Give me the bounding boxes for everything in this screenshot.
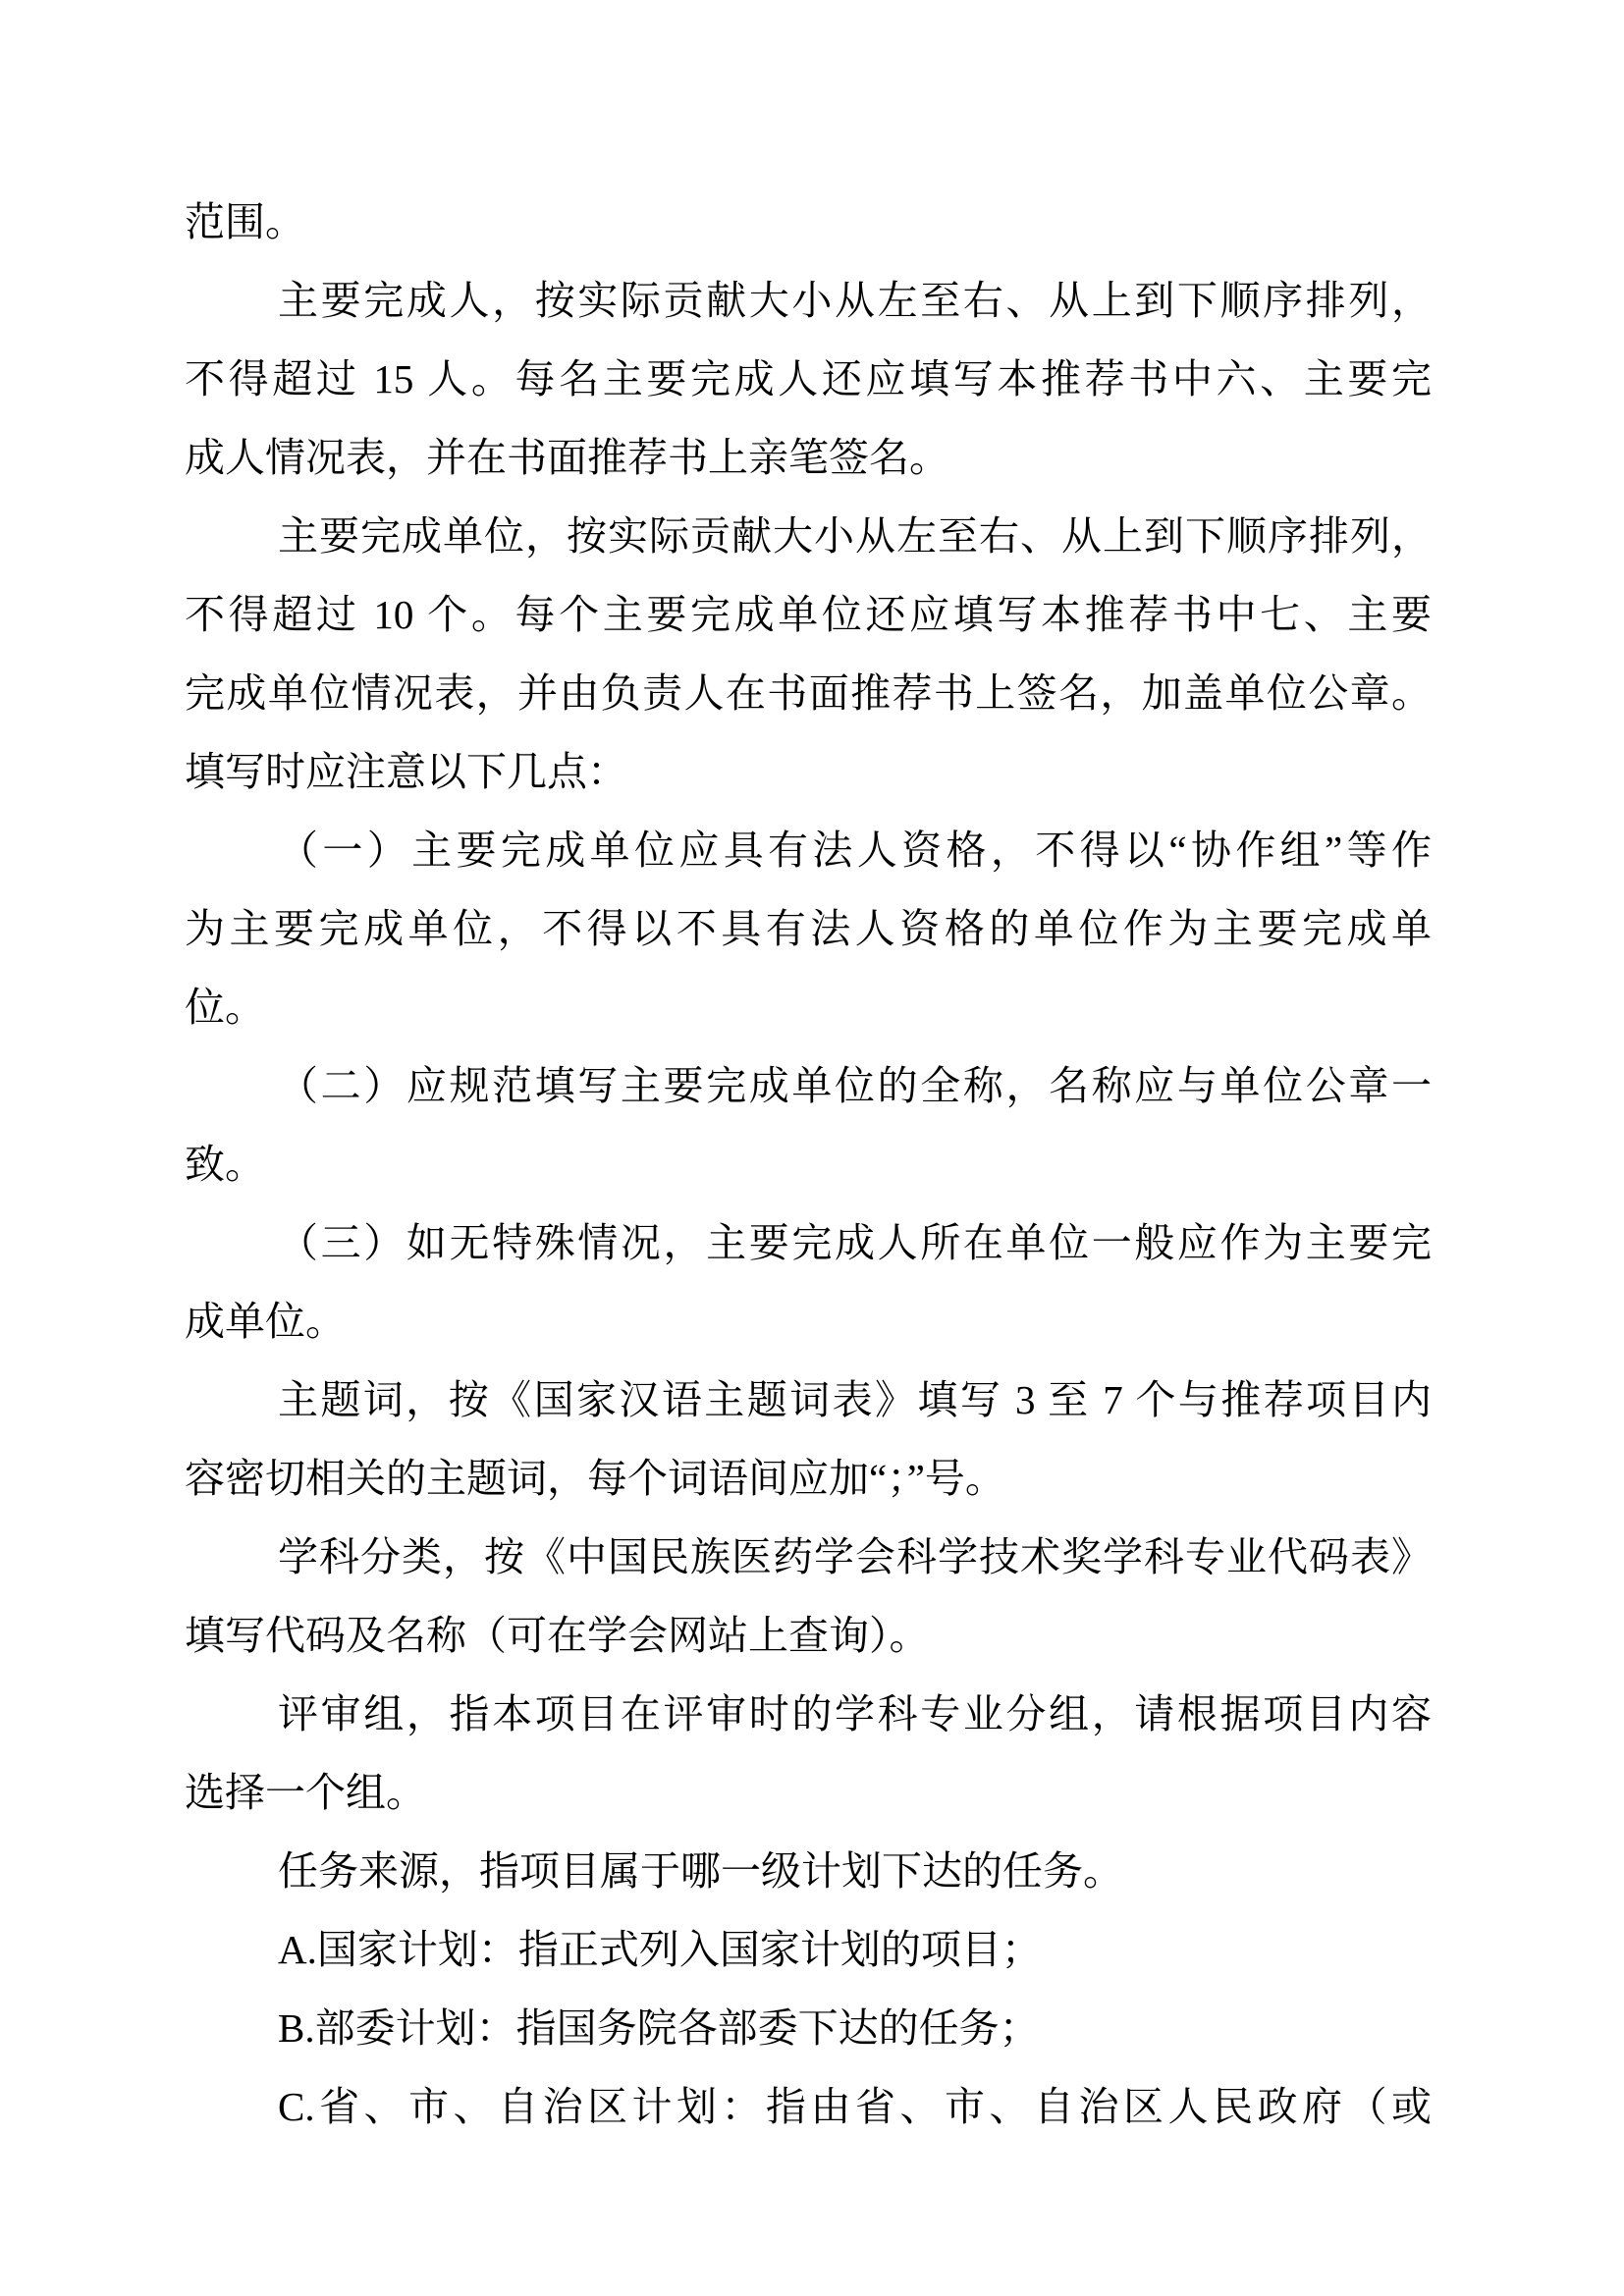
text-line: 致。 [185, 1142, 265, 1187]
text-line: 成人情况表，并在书面推荐书上亲笔签名。 [185, 435, 949, 480]
text-line: 填写代码及名称（可在学会网站上查询）。 [185, 1613, 930, 1658]
text-line: 不得超过 15 人。每名主要完成人还应填写本推荐书中六、主要完 [185, 356, 1432, 401]
text-line: 完成单位情况表，并由负责人在书面推荐书上签名，加盖单位公章。 [185, 670, 1432, 716]
text-line: 填写时应注意以下几点： [185, 749, 627, 794]
text-line: 评审组，指本项目在评审时的学科专业分组，请根据项目内容 [278, 1691, 1432, 1736]
text-line: （二）应规范填写主要完成单位的全称，名称应与单位公章一 [278, 1063, 1432, 1108]
text-line: 选择一个组。 [185, 1770, 426, 1815]
document-text-block [185, 183, 1432, 2146]
text-line: A.国家计划：指正式列入国家计划的项目； [278, 1927, 1042, 1972]
text-line: C.省、市、自治区计划：指由省、市、自治区人民政府（或 [278, 2084, 1432, 2129]
text-line: 不得超过 10 个。每个主要完成单位还应填写本推荐书中七、主要 [185, 592, 1432, 637]
text-line: （三）如无特殊情况，主要完成人所在单位一般应作为主要完 [278, 1220, 1432, 1265]
text-line: 主要完成人，按实际贡献大小从左至右、从上到下顺序排列， [278, 278, 1432, 323]
text-line: 任务来源，指项目属于哪一级计划下达的任务。 [278, 1848, 1123, 1894]
text-line: 主题词，按《国家汉语主题词表》填写 3 至 7 个与推荐项目内 [278, 1377, 1432, 1422]
text-line: 容密切相关的主题词，每个词语间应加“；”号。 [185, 1456, 1005, 1501]
text-line: 为主要完成单位，不得以不具有法人资格的单位作为主要完成单 [185, 906, 1432, 951]
text-line: 成单位。 [185, 1299, 346, 1344]
text-line: 学科分类，按《中国民族医药学会科学技术奖学科专业代码表》 [278, 1534, 1432, 1579]
text-line: 位。 [185, 985, 265, 1030]
text-line: 范围。 [185, 199, 305, 244]
text-line: B.部委计划：指国务院各部委下达的任务； [278, 2005, 1040, 2051]
text-line: 主要完成单位，按实际贡献大小从左至右、从上到下顺序排列， [278, 513, 1432, 559]
text-line: （一）主要完成单位应具有法人资格，不得以“协作组”等作 [278, 828, 1432, 873]
